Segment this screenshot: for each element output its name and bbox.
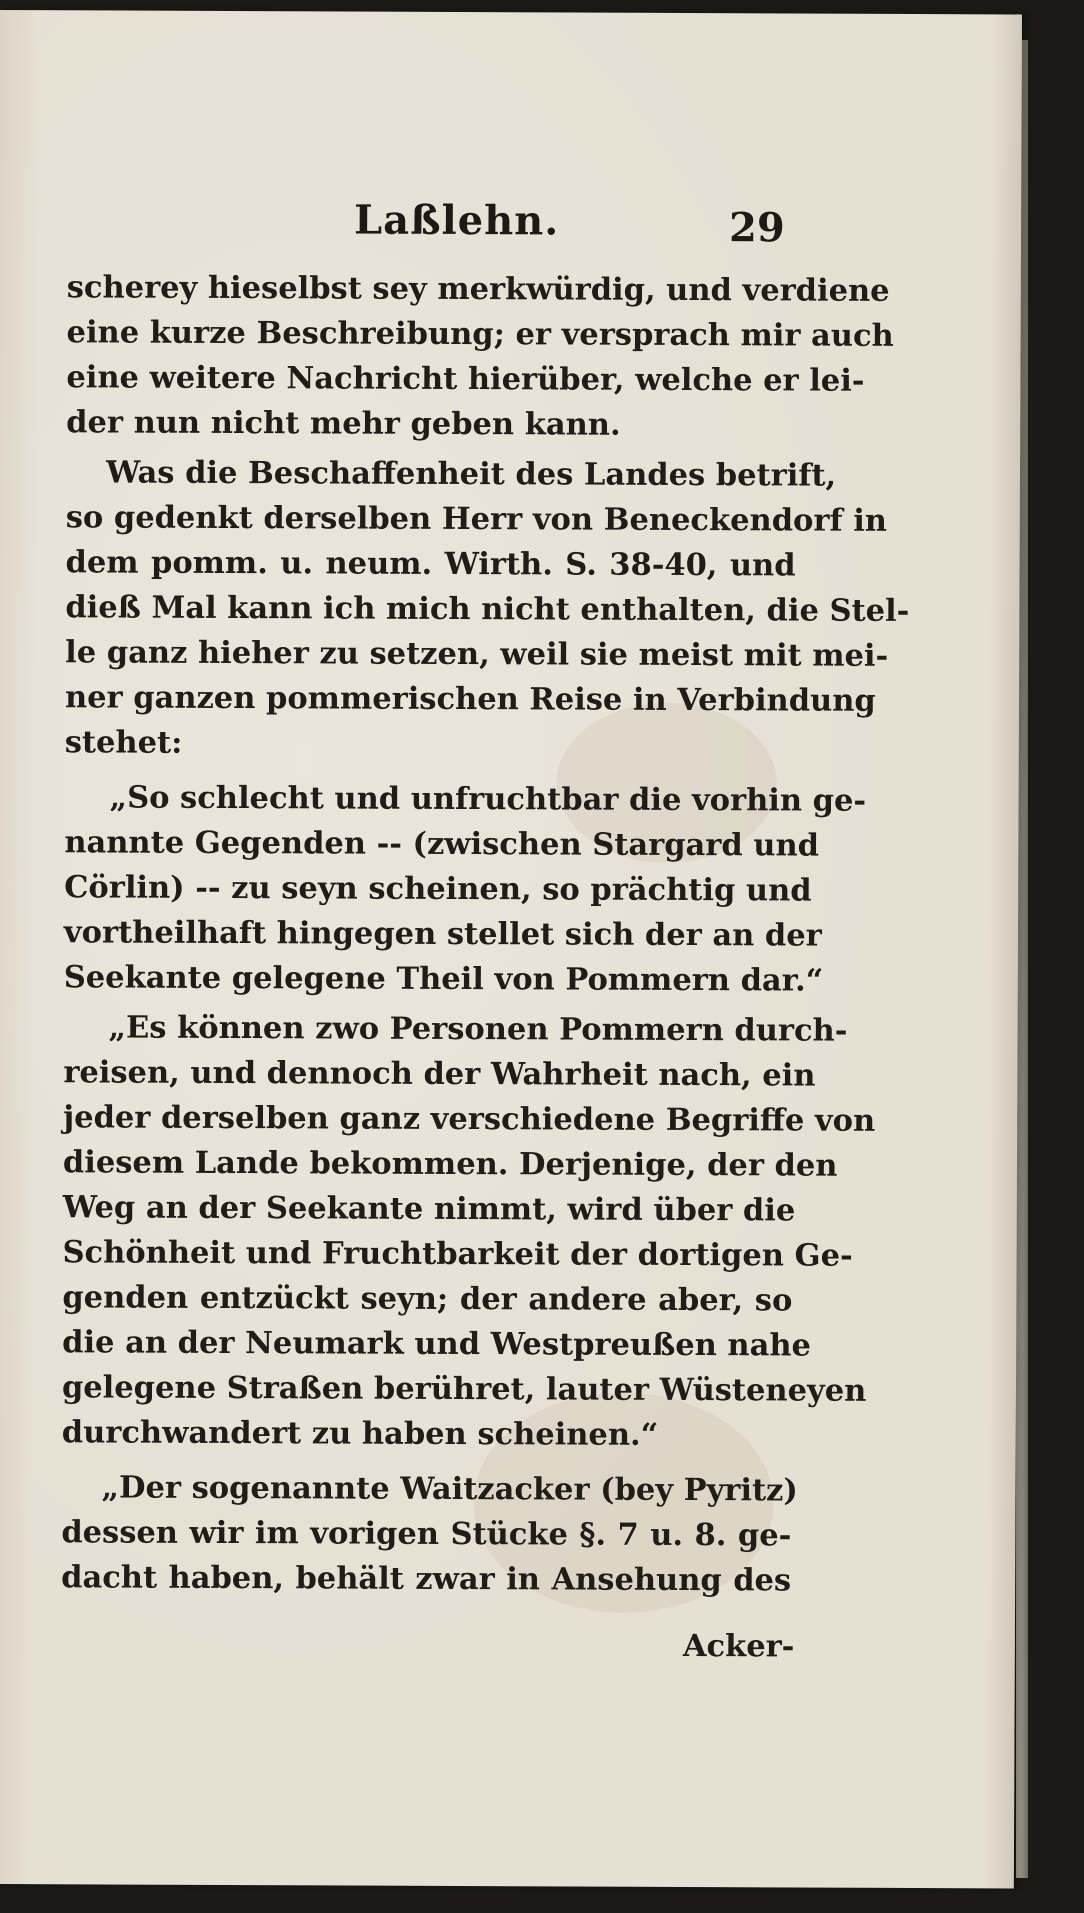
page-number: 29: [728, 204, 785, 252]
text-line: vortheilhaft hingegen stellet sich der an der: [63, 914, 822, 954]
text-line: gelegene Straßen berühret, lauter Wüsteneyen: [61, 1369, 867, 1409]
text-line: dacht haben, behält zwar in Ansehung des: [61, 1559, 792, 1599]
text-line: „Es können zwo Personen Pommern durch-: [108, 1009, 848, 1049]
text-line: Was die Beschaffenheit des Landes betrift,: [105, 454, 837, 494]
text-line: le ganz hieher zu setzen, weil sie meist mit mei-: [65, 634, 889, 674]
text-line: jeder derselben ganz verschiedene Begriffe von: [63, 1099, 876, 1139]
text-line: eine kurze Beschreibung; er versprach mir auch: [66, 314, 894, 354]
text-line: dem pomm. u. neum. Wirth. S. 38-40, und: [65, 544, 796, 584]
running-head: Laßlehn.: [353, 196, 560, 245]
text-line: nannte Gegenden -- (zwischen Stargard und: [64, 824, 820, 864]
body-text: [61, 265, 910, 1599]
text-line: die an der Neumark und Westpreußen nahe: [62, 1324, 812, 1364]
text-line: reisen, und dennoch der Wahrheit nach, ein: [63, 1054, 816, 1094]
text-line: stehet:: [64, 724, 183, 761]
text-line: genden entzückt seyn; der andere aber, so: [62, 1279, 793, 1319]
text-line: dessen wir im vorigen Stücke §. 7 u. 8. ge-: [61, 1514, 792, 1554]
text-line: Cörlin) -- zu seyn scheinen, so prächtig und: [64, 869, 812, 909]
text-line: der nun nicht mehr geben kann.: [66, 404, 621, 443]
text-line: „Der sogenannte Waitzacker (bey Pyritz): [101, 1469, 798, 1509]
text-line: ner ganzen pommerischen Reise in Verbindung: [64, 679, 876, 719]
text-line: eine weitere Nachricht hierüber, welche er lei-: [66, 359, 865, 399]
text-line: Schönheit und Fruchtbarkeit der dortigen Ge-: [62, 1234, 853, 1274]
book-page: [0, 10, 1022, 1888]
text-line: so gedenkt derselben Herr von Beneckendorf in: [65, 499, 888, 539]
page-header: [0, 195, 1021, 259]
text-line: Weg an der Seekante nimmt, wird über die: [62, 1189, 796, 1229]
text-line: dieß Mal kann ich mich nicht enthalten, die Stel-: [65, 589, 910, 629]
catchword: Acker-: [682, 1627, 795, 1665]
text-line: durchwandert zu haben scheinen.“: [61, 1414, 659, 1453]
text-line: diesem Lande bekommen. Derjenige, der den: [62, 1144, 838, 1184]
text-line: „So schlecht und unfruchtbar die vorhin ge-: [109, 779, 867, 819]
text-line: scherey hieselbst sey merkwürdig, und verdiene: [66, 269, 890, 309]
text-line: Seekante gelegene Theil von Pommern dar.“: [63, 959, 824, 999]
